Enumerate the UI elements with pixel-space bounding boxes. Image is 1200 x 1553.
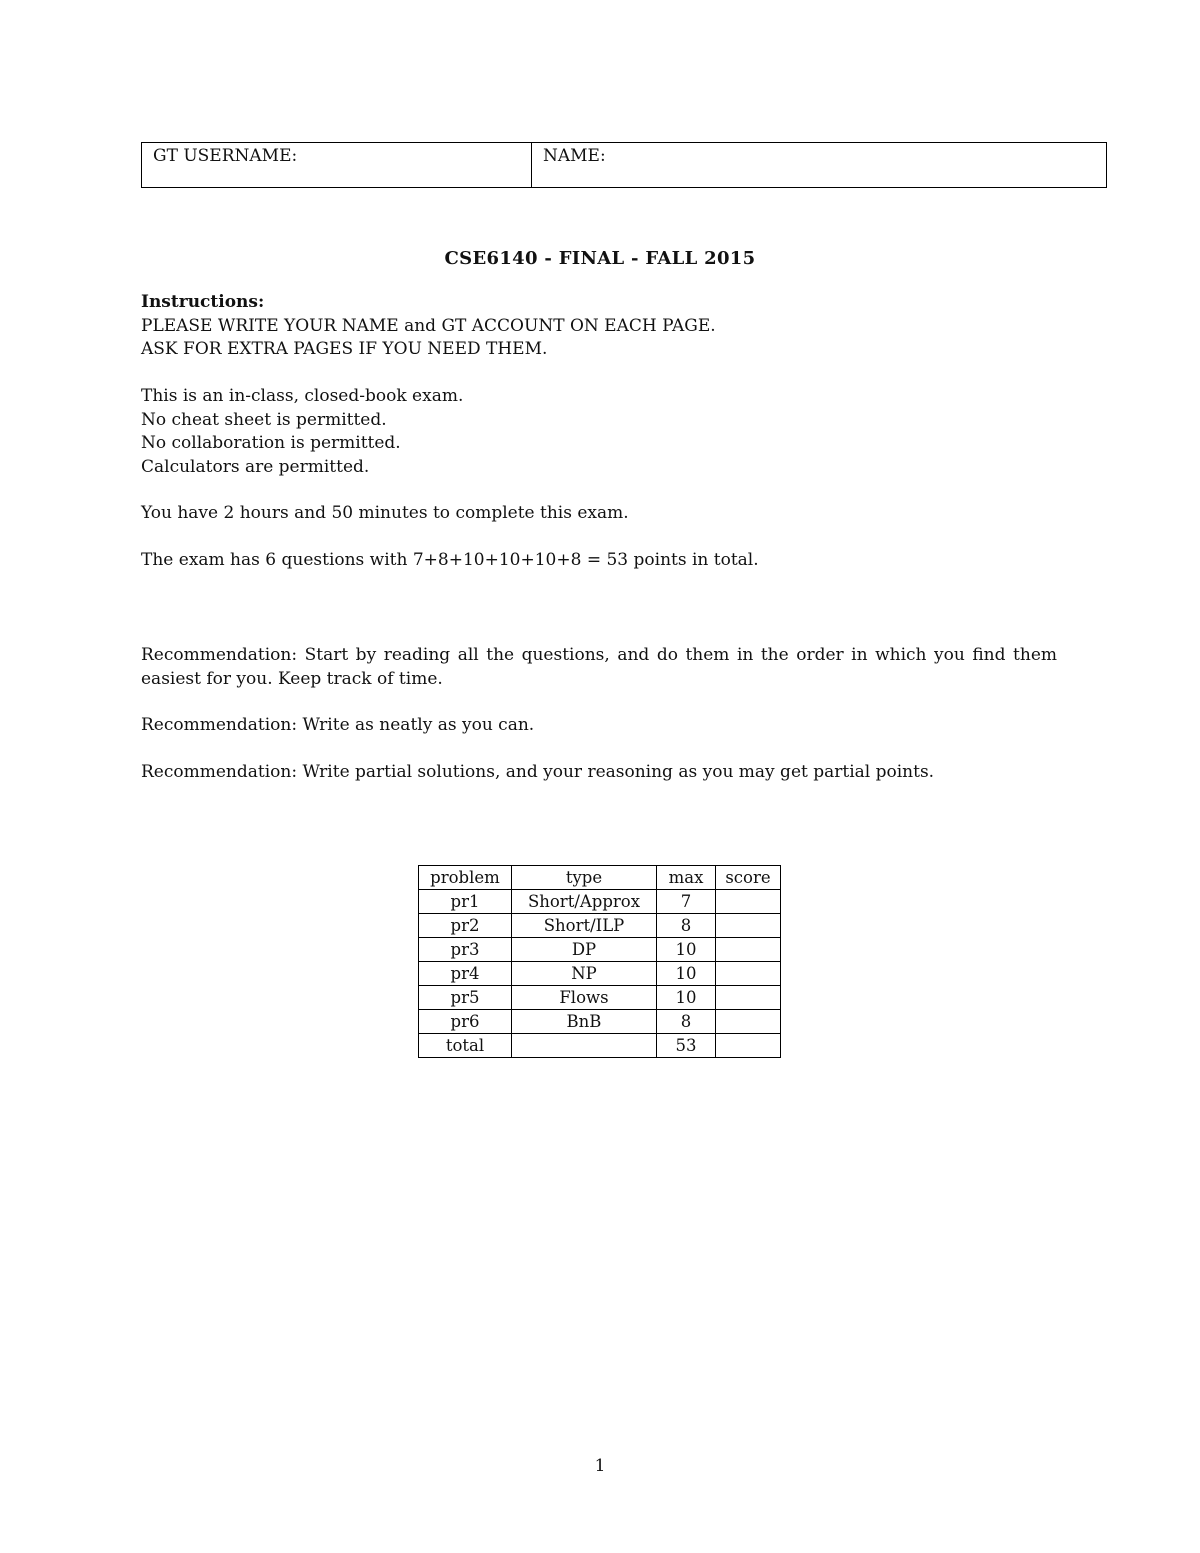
problem-cell: pr6 [419, 1010, 512, 1034]
score-table [418, 865, 781, 1058]
gt-username-field [142, 143, 532, 187]
problem-cell: pr3 [419, 938, 512, 962]
rule-line: This is an in-class, closed-book exam. [141, 386, 464, 406]
type-cell: Short/ILP [512, 914, 657, 938]
score-cell [716, 914, 781, 938]
type-cell [512, 1034, 657, 1058]
score-cell [716, 890, 781, 914]
name-field [532, 143, 1106, 187]
page-number: 1 [594, 1456, 606, 1476]
recommendation: Recommendation: Start by reading all the questions, and do them in the order in which you find them easiest for you. Keep track of time. [141, 645, 1057, 689]
recommendation: Recommendation: Write partial solutions, and your reasoning as you may get partial points. [141, 762, 935, 782]
instructions-block [141, 291, 1061, 362]
column-header-max: max [657, 866, 716, 890]
max-cell: 10 [657, 938, 716, 962]
score-cell [716, 1010, 781, 1034]
type-cell: DP [512, 938, 657, 962]
type-cell: BnB [512, 1010, 657, 1034]
max-cell: 10 [657, 986, 716, 1010]
rules-block [141, 385, 1061, 479]
type-cell: Flows [512, 986, 657, 1010]
problem-cell: pr4 [419, 962, 512, 986]
rule-line: No collaboration is permitted. [141, 433, 401, 453]
table-row [419, 1010, 781, 1034]
problem-cell: total [419, 1034, 512, 1058]
score-cell [716, 986, 781, 1010]
type-cell: Short/Approx [512, 890, 657, 914]
time-line: You have 2 hours and 50 minutes to complete this exam. [141, 503, 629, 523]
max-cell: 8 [657, 914, 716, 938]
table-row [419, 938, 781, 962]
instructions-heading: Instructions: [141, 292, 265, 312]
max-cell: 53 [657, 1034, 716, 1058]
instruction-line: PLEASE WRITE YOUR NAME and GT ACCOUNT ON EACH PAGE. [141, 315, 716, 336]
gt-username-label: GT USERNAME: [153, 146, 298, 166]
table-row-total [419, 1034, 781, 1058]
name-label: NAME: [543, 146, 606, 166]
score-cell [716, 938, 781, 962]
column-header-score: score [716, 866, 781, 890]
points-line: The exam has 6 questions with 7+8+10+10+10+8 = 53 points in total. [141, 550, 759, 570]
problem-cell: pr2 [419, 914, 512, 938]
problem-cell: pr5 [419, 986, 512, 1010]
max-cell: 7 [657, 890, 716, 914]
instruction-line: ASK FOR EXTRA PAGES IF YOU NEED THEM. [141, 339, 548, 359]
table-row [419, 890, 781, 914]
type-cell: NP [512, 962, 657, 986]
column-header-type: type [512, 866, 657, 890]
exam-title: CSE6140 - FINAL - FALL 2015 [444, 248, 756, 269]
rule-line: Calculators are permitted. [141, 456, 370, 477]
max-cell: 8 [657, 1010, 716, 1034]
column-header-problem: problem [419, 866, 512, 890]
max-cell: 10 [657, 962, 716, 986]
score-cell [716, 1034, 781, 1058]
rule-line: No cheat sheet is permitted. [141, 409, 387, 430]
problem-cell: pr1 [419, 890, 512, 914]
table-row [419, 962, 781, 986]
score-cell [716, 962, 781, 986]
recommendation: Recommendation: Write as neatly as you can. [141, 715, 535, 735]
table-row [419, 914, 781, 938]
name-username-box [141, 142, 1107, 188]
table-row [419, 986, 781, 1010]
score-table-header-row [419, 866, 781, 890]
